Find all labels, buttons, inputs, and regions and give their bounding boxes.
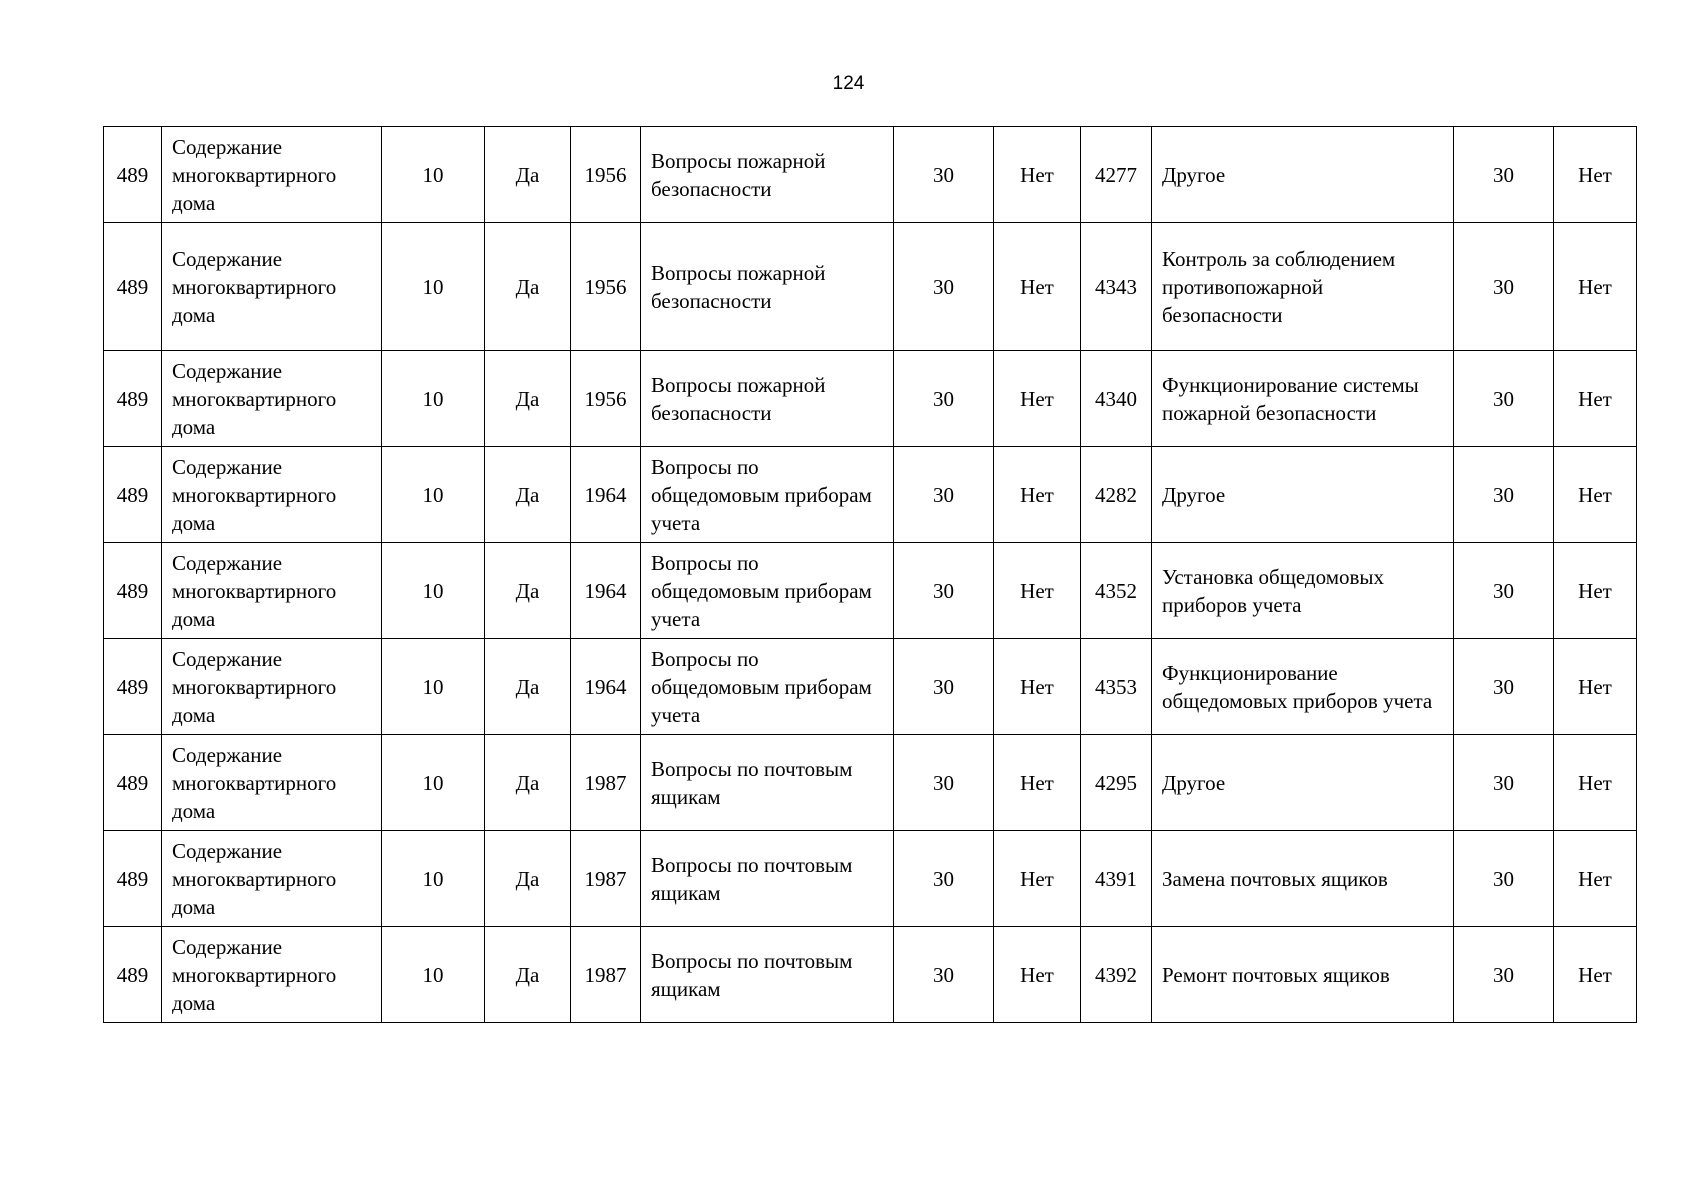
table-cell: Нет xyxy=(994,927,1081,1023)
table-cell: 30 xyxy=(1454,127,1554,223)
table-cell: 30 xyxy=(894,927,994,1023)
table-cell: 10 xyxy=(382,351,485,447)
table-cell: 4282 xyxy=(1081,447,1152,543)
table-cell: Нет xyxy=(1554,735,1637,831)
table-cell: Нет xyxy=(1554,927,1637,1023)
table-cell: 489 xyxy=(104,831,162,927)
table-cell: Ремонт почтовых ящиков xyxy=(1152,927,1454,1023)
table-cell: 489 xyxy=(104,735,162,831)
table-cell: Нет xyxy=(994,735,1081,831)
page-number: 124 xyxy=(832,73,865,94)
table-cell: 30 xyxy=(1454,543,1554,639)
table-cell: Контроль за соблюдением противопожарной безопасности xyxy=(1152,223,1454,351)
table-cell: 30 xyxy=(1454,351,1554,447)
table-cell: Да xyxy=(485,447,571,543)
table-cell: 30 xyxy=(1454,831,1554,927)
table-cell: Вопросы по общедомовым приборам учета xyxy=(641,543,894,639)
table-cell: 30 xyxy=(894,735,994,831)
table-cell: Содержание многоквартирного дома xyxy=(162,127,382,223)
table-cell: 10 xyxy=(382,127,485,223)
table-cell: Нет xyxy=(994,831,1081,927)
table-cell: Да xyxy=(485,735,571,831)
table-cell: Функционирование системы пожарной безопасности xyxy=(1152,351,1454,447)
table-cell: Да xyxy=(485,223,571,351)
table-cell: Функционирование общедомовых приборов учета xyxy=(1152,639,1454,735)
table-cell: 489 xyxy=(104,127,162,223)
table-cell: Нет xyxy=(994,543,1081,639)
table-cell: 30 xyxy=(894,127,994,223)
table-cell: Другое xyxy=(1152,127,1454,223)
table-cell: 10 xyxy=(382,831,485,927)
table-cell: Вопросы по почтовым ящикам xyxy=(641,735,894,831)
table-cell: 4352 xyxy=(1081,543,1152,639)
table-cell: 4340 xyxy=(1081,351,1152,447)
table-cell: 4392 xyxy=(1081,927,1152,1023)
table-row xyxy=(104,735,1637,831)
table-cell: Вопросы по общедомовым приборам учета xyxy=(641,639,894,735)
table-row xyxy=(104,927,1637,1023)
table-cell: Вопросы по почтовым ящикам xyxy=(641,831,894,927)
table-cell: 489 xyxy=(104,351,162,447)
table-cell: 489 xyxy=(104,639,162,735)
table-cell: 1956 xyxy=(571,351,641,447)
table-cell: 4391 xyxy=(1081,831,1152,927)
table-cell: 10 xyxy=(382,223,485,351)
table-cell: 30 xyxy=(894,639,994,735)
table-cell: 10 xyxy=(382,447,485,543)
table-row xyxy=(104,639,1637,735)
table-cell: Нет xyxy=(1554,447,1637,543)
table-cell: Другое xyxy=(1152,447,1454,543)
table-row xyxy=(104,127,1637,223)
table-cell: Замена почтовых ящиков xyxy=(1152,831,1454,927)
table-cell: Да xyxy=(485,831,571,927)
table-row xyxy=(104,831,1637,927)
table-cell: 4343 xyxy=(1081,223,1152,351)
table-cell: Нет xyxy=(994,447,1081,543)
table-cell: 10 xyxy=(382,543,485,639)
table-cell: 1987 xyxy=(571,927,641,1023)
table-cell: Да xyxy=(485,639,571,735)
table-cell: 10 xyxy=(382,639,485,735)
table-cell: Нет xyxy=(1554,127,1637,223)
table-cell: 4295 xyxy=(1081,735,1152,831)
table-cell: Да xyxy=(485,543,571,639)
table-cell: 489 xyxy=(104,927,162,1023)
table-cell: Содержание многоквартирного дома xyxy=(162,927,382,1023)
table-cell: Содержание многоквартирного дома xyxy=(162,351,382,447)
table-row xyxy=(104,223,1637,351)
table-cell: 489 xyxy=(104,447,162,543)
table-row xyxy=(104,351,1637,447)
table-cell: Нет xyxy=(1554,543,1637,639)
table-cell: 30 xyxy=(1454,735,1554,831)
table-cell: Нет xyxy=(994,223,1081,351)
table-cell: Содержание многоквартирного дома xyxy=(162,543,382,639)
table-cell: 1956 xyxy=(571,223,641,351)
table-cell: 10 xyxy=(382,735,485,831)
table-cell: 30 xyxy=(894,447,994,543)
table-cell: 30 xyxy=(894,223,994,351)
table-cell: Содержание многоквартирного дома xyxy=(162,447,382,543)
table-cell: Нет xyxy=(994,127,1081,223)
table-cell: 30 xyxy=(894,351,994,447)
table-cell: Установка общедомовых приборов учета xyxy=(1152,543,1454,639)
table-cell: 10 xyxy=(382,927,485,1023)
table-cell: 30 xyxy=(1454,927,1554,1023)
table-cell: Вопросы пожарной безопасности xyxy=(641,127,894,223)
table-cell: 489 xyxy=(104,223,162,351)
table-cell: 1964 xyxy=(571,447,641,543)
table-cell: Вопросы пожарной безопасности xyxy=(641,223,894,351)
table-cell: Нет xyxy=(1554,223,1637,351)
table-cell: Нет xyxy=(994,639,1081,735)
table-cell: Нет xyxy=(1554,639,1637,735)
table-cell: 30 xyxy=(1454,223,1554,351)
table-cell: Нет xyxy=(1554,351,1637,447)
table-cell: Вопросы по общедомовым приборам учета xyxy=(641,447,894,543)
table-cell: 1964 xyxy=(571,639,641,735)
table-cell: 30 xyxy=(894,831,994,927)
table-cell: 4353 xyxy=(1081,639,1152,735)
table-row xyxy=(104,543,1637,639)
table-cell: Нет xyxy=(1554,831,1637,927)
table-cell: 4277 xyxy=(1081,127,1152,223)
table-cell: Другое xyxy=(1152,735,1454,831)
table-cell: Содержание многоквартирного дома xyxy=(162,639,382,735)
table-cell: Да xyxy=(485,351,571,447)
table-cell: 30 xyxy=(1454,639,1554,735)
table-cell: Вопросы пожарной безопасности xyxy=(641,351,894,447)
table-cell: Содержание многоквартирного дома xyxy=(162,735,382,831)
table-cell: Нет xyxy=(994,351,1081,447)
table-row xyxy=(104,447,1637,543)
table-cell: Вопросы по почтовым ящикам xyxy=(641,927,894,1023)
table-cell: Да xyxy=(485,127,571,223)
data-table xyxy=(103,126,1637,1023)
table-cell: 1964 xyxy=(571,543,641,639)
table-cell: 30 xyxy=(1454,447,1554,543)
table-cell: 489 xyxy=(104,543,162,639)
table-cell: 1987 xyxy=(571,735,641,831)
table-cell: 30 xyxy=(894,543,994,639)
table-cell: 1987 xyxy=(571,831,641,927)
table-cell: Содержание многоквартирного дома xyxy=(162,223,382,351)
table-cell: Содержание многоквартирного дома xyxy=(162,831,382,927)
table-cell: Да xyxy=(485,927,571,1023)
table-cell: 1956 xyxy=(571,127,641,223)
